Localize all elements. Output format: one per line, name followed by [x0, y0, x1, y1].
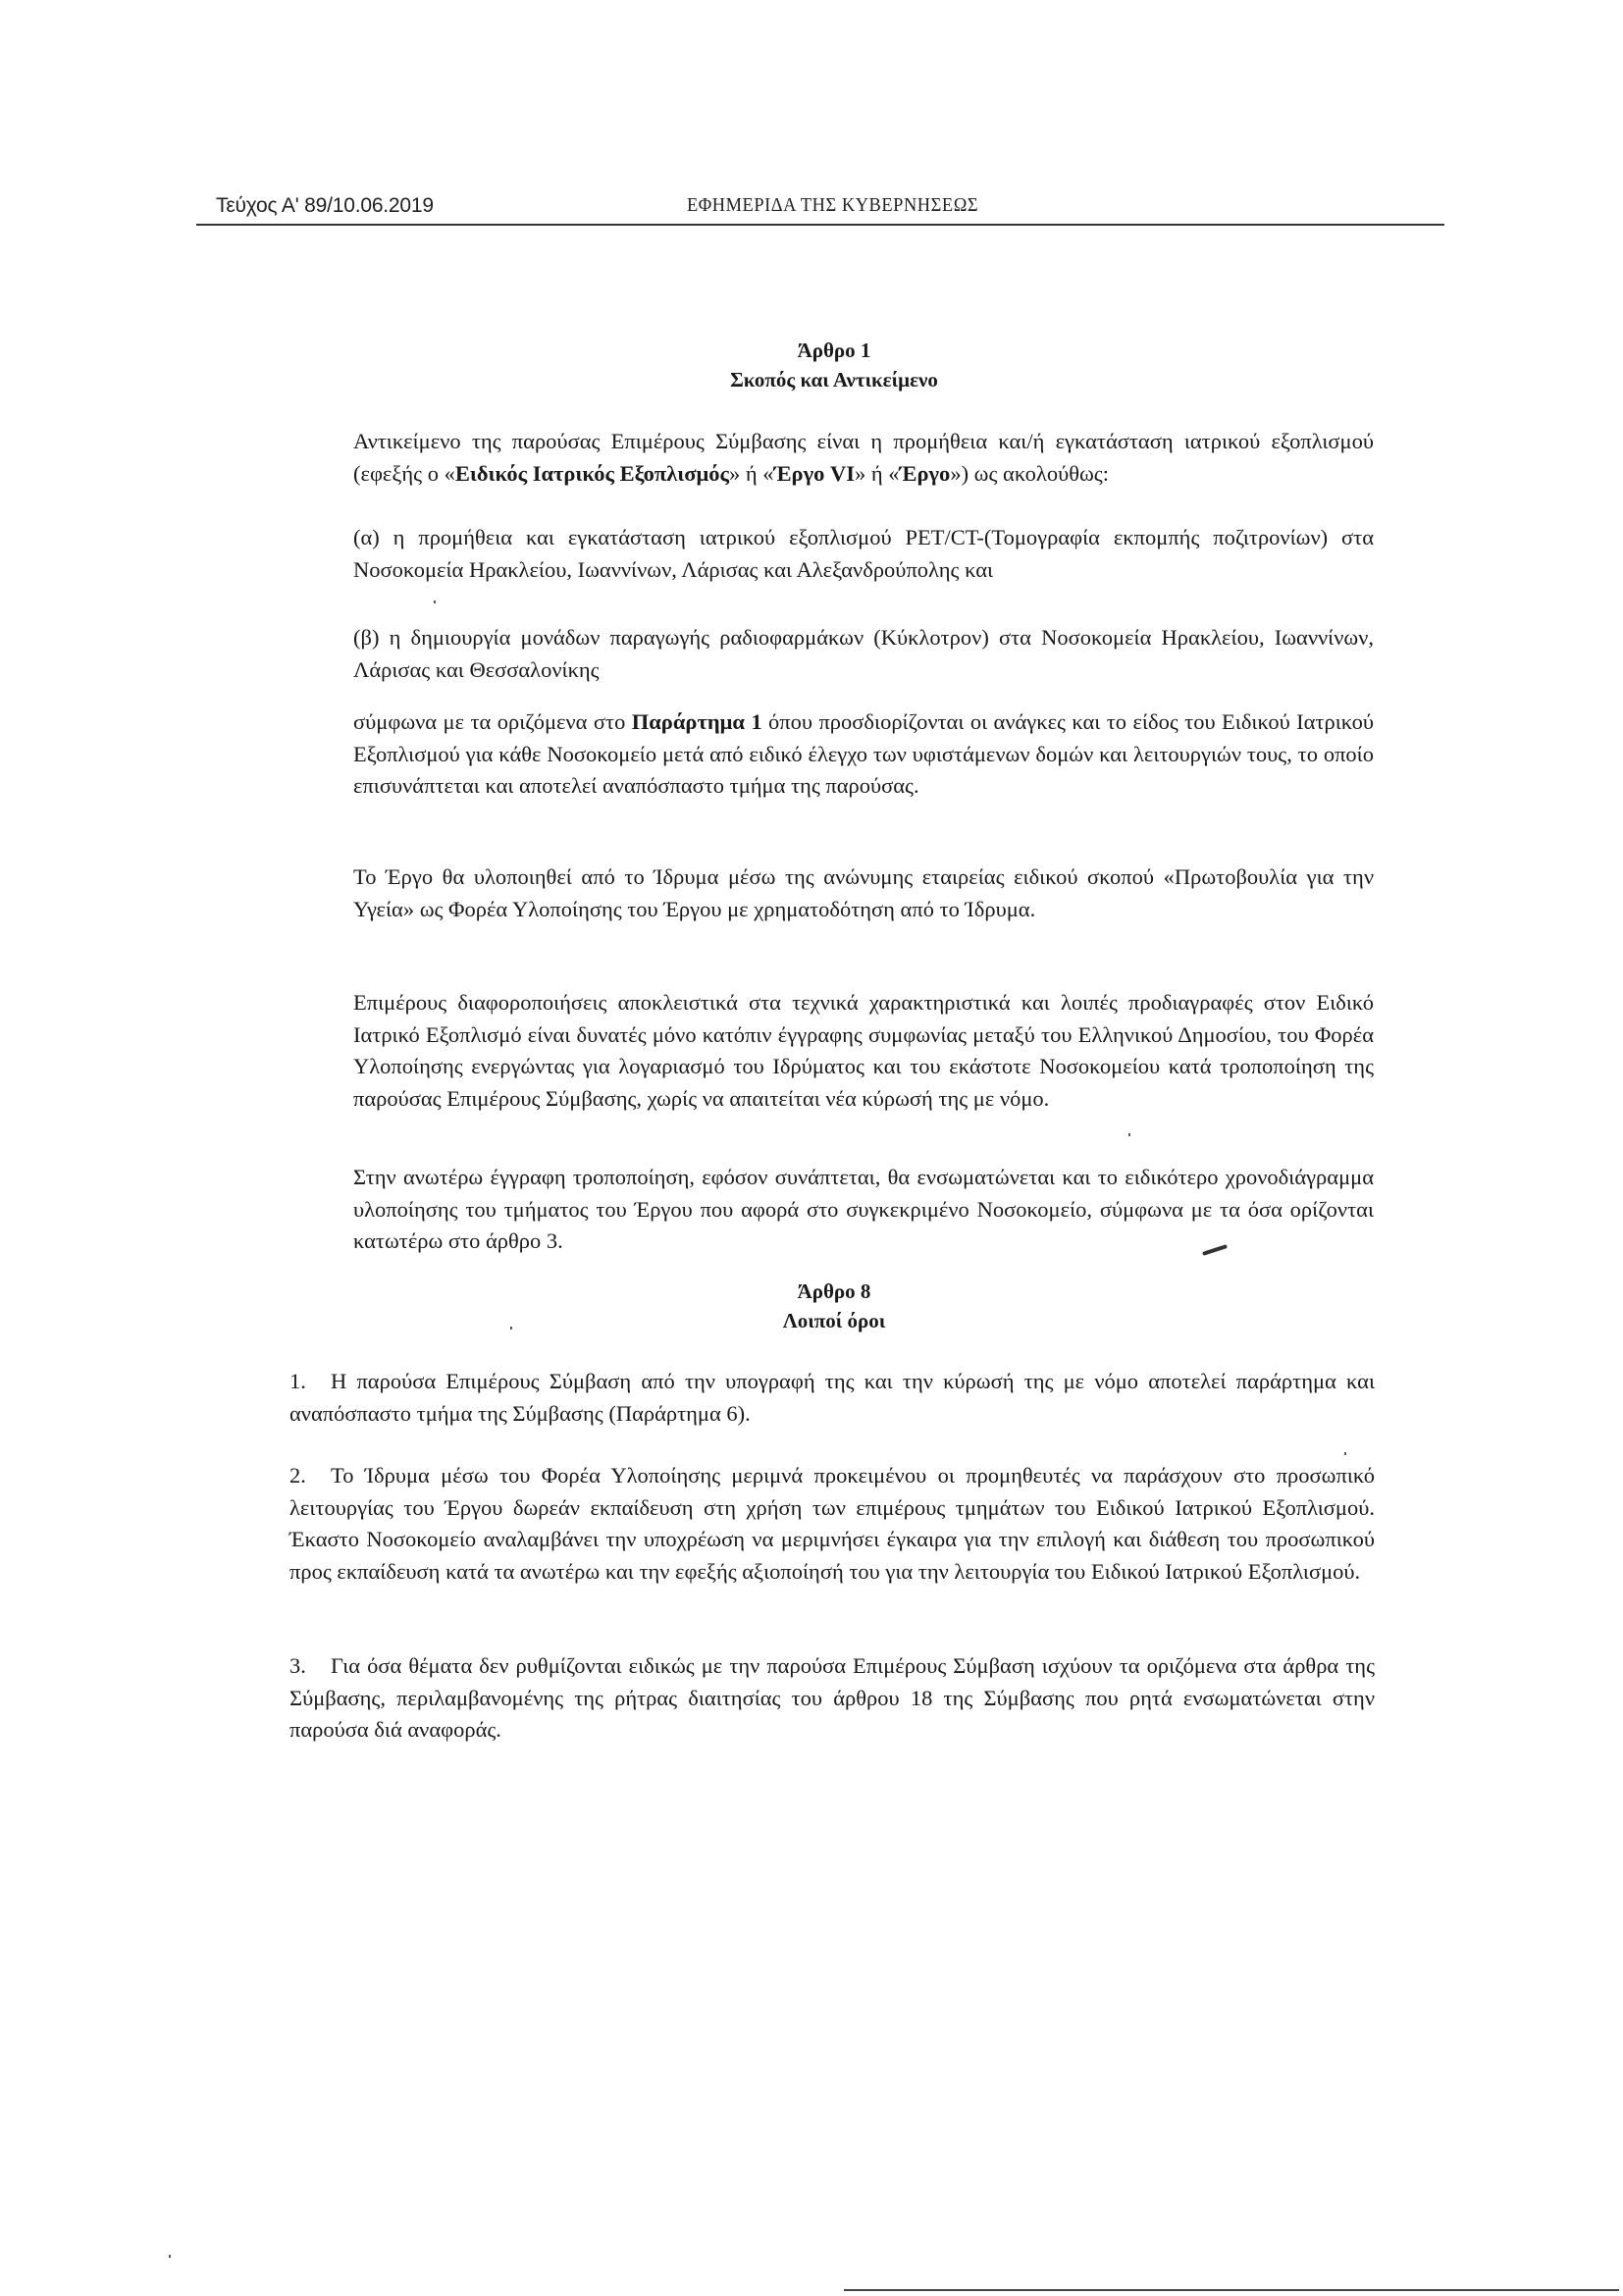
scan-speck	[1128, 1133, 1130, 1136]
scan-speck	[434, 600, 436, 603]
article-1-annex-paragraph	[353, 706, 1374, 803]
article-1-schedule-paragraph: Στην ανωτέρω έγγραφη τροποποίηση, εφόσον συνάπτεται, θα ενσωματώνεται και το ειδικότερο χρονοδιάγραμμα υλοποίησης του τμήματος του Έργου που αφορά στο συγκεκριμένο Νοσοκομείο, σύμφωνα με τα όσα ορίζονται κατωτέρω στο άρθρο 3.	[353, 1165, 1374, 1253]
article-1-title: Σκοπός και Αντικείμενο	[730, 368, 938, 391]
article-8-number: Άρθρο 8	[797, 1279, 871, 1303]
intro-bold-term: Έργο	[899, 460, 951, 486]
article-8-title: Λοιποί όροι	[782, 1309, 886, 1332]
article-1-item-a: (α) η προμήθεια και εγκατάσταση ιατρικού εξοπλισμού PET/CT-(Τομογραφία εκπομπής ποζιτρονίων) στα Νοσοκομεία Ηρακλείου, Ιωαννίνων, Λάρισας και Αλεξανδρούπολης και	[353, 525, 1374, 582]
scan-speck	[510, 1327, 512, 1330]
article-8-item	[289, 1460, 1375, 1588]
intro-text: Αντικείμενο της παρούσας Επιμέρους Σύμβασης είναι η προμήθεια και/ή εγκατάσταση ιατρικού εξοπλισμού (εφεξής ο «	[353, 429, 1374, 486]
gazette-title: ΕΦΗΜΕΡΙΔΑ ΤΗΣ ΚΥΒΕΡΝΗΣΕΩΣ	[687, 194, 979, 216]
item-text: Για όσα θέματα δεν ρυθμίζονται ειδικώς με την παρούσα Επιμέρους Σύμβαση ισχύουν τα οριζόμενα στα άρθρα της Σύμβασης, περιλαμβανομένης της ρήτρας διαιτησίας του άρθρου 18 της Σύμβασης που ρητά ενσωματώνεται στην παρούσα διά αναφοράς.	[289, 1653, 1375, 1742]
intro-bold-term: Έργο VI	[773, 460, 855, 486]
intro-text: ») ως ακολούθως:	[950, 460, 1109, 486]
item-number: 2.	[289, 1463, 306, 1487]
article-1-intro	[353, 426, 1374, 490]
item-text: Η παρούσα Επιμέρους Σύμβαση από την υπογραφή της και την κύρωσή της με νόμο αποτελεί παράρτημα και αναπόσπαστο τμήμα της Σύμβασης (Παράρτημα 6).	[289, 1369, 1375, 1426]
article-1-item-b: (β) η δημιουργία μονάδων παραγωγής ραδιοφαρμάκων (Κύκλοτρον) στα Νοσοκομεία Ηρακλείου, Ιωαννίνων, Λάρισας και Θεσσαλονίκης	[353, 625, 1374, 682]
scan-speck	[169, 2255, 171, 2258]
item-number: 3.	[289, 1653, 306, 1678]
item-number: 1.	[289, 1369, 306, 1393]
intro-text: » ή «	[729, 460, 774, 486]
article-1-foundation-paragraph: Το Έργο θα υλοποιηθεί από το Ίδρυμα μέσω της ανώνυμης εταιρείας ειδικού σκοπού «Πρωτοβουλία για την Υγεία» ως Φορέα Υλοποίησης του Έργου με χρηματοδότηση από το Ίδρυμα.	[353, 864, 1374, 921]
article-8-item	[289, 1366, 1375, 1430]
article-8-item	[289, 1650, 1375, 1747]
intro-text: » ή «	[854, 460, 900, 486]
scan-speck	[1344, 1452, 1346, 1455]
intro-bold-term: Ειδικός Ιατρικός Εξοπλισμός	[454, 460, 730, 486]
issue-number: Τεύχος Α' 89/10.06.2019	[216, 194, 434, 217]
annex-reference: Παράρτημα 1	[631, 709, 762, 734]
header-rule	[196, 224, 1444, 226]
footer-scan-line	[844, 2289, 1619, 2291]
item-text: Το Ίδρυμα μέσω του Φορέα Υλοποίησης μεριμνά προκειμένου οι προμηθευτές να παράσχουν στο προσωπικό λειτουργίας του Έργου δωρεάν εκπαίδευση στη χρήση των επιμέρους τμημάτων του Ειδικού Ιατρικού Εξοπλισμού. Έκαστο Νοσοκομείο αναλαμβάνει την υποχρέωση να μεριμνήσει έγκαιρα για την επιλογή και διάθεση του προσωπικού προς εκπαίδευση κατά τα ανωτέρω και την εφεξής αξιοποίησή του για την λειτουργία του Ειδικού Ιατρικού Εξοπλισμού.	[289, 1463, 1375, 1584]
annex-text: όπου προσδιορίζονται οι ανάγκες και το είδος του Ειδικού Ιατρικού Εξοπλισμού για κάθε Νοσοκομείο μετά από ειδικό έλεγχο των υφιστάμενων δομών και λειτουργιών τους, το οποίο επισυνάπτεται και αποτελεί αναπόσπαστο τμήμα της παρούσας.	[353, 709, 1374, 798]
article-1-number: Άρθρο 1	[797, 339, 871, 362]
article-1-modifications-paragraph: Επιμέρους διαφοροποιήσεις αποκλειστικά στα τεχνικά χαρακτηριστικά και λοιπές προδιαγραφές στον Ειδικό Ιατρικό Εξοπλισμό είναι δυνατές μόνο κατόπιν έγγραφης συμφωνίας μεταξύ του Ελληνικού Δημοσίου, του Φορέα Υλοποίησης ενεργώντας για λογαριασμό του Ιδρύματος και του εκάστοτε Νοσοκομείου κατά τροποποίηση της παρούσας Επιμέρους Σύμβασης, χωρίς να απαιτείται νέα κύρωσή της με νόμο.	[353, 990, 1374, 1111]
annex-text: σύμφωνα με τα οριζόμενα στο	[353, 709, 632, 734]
